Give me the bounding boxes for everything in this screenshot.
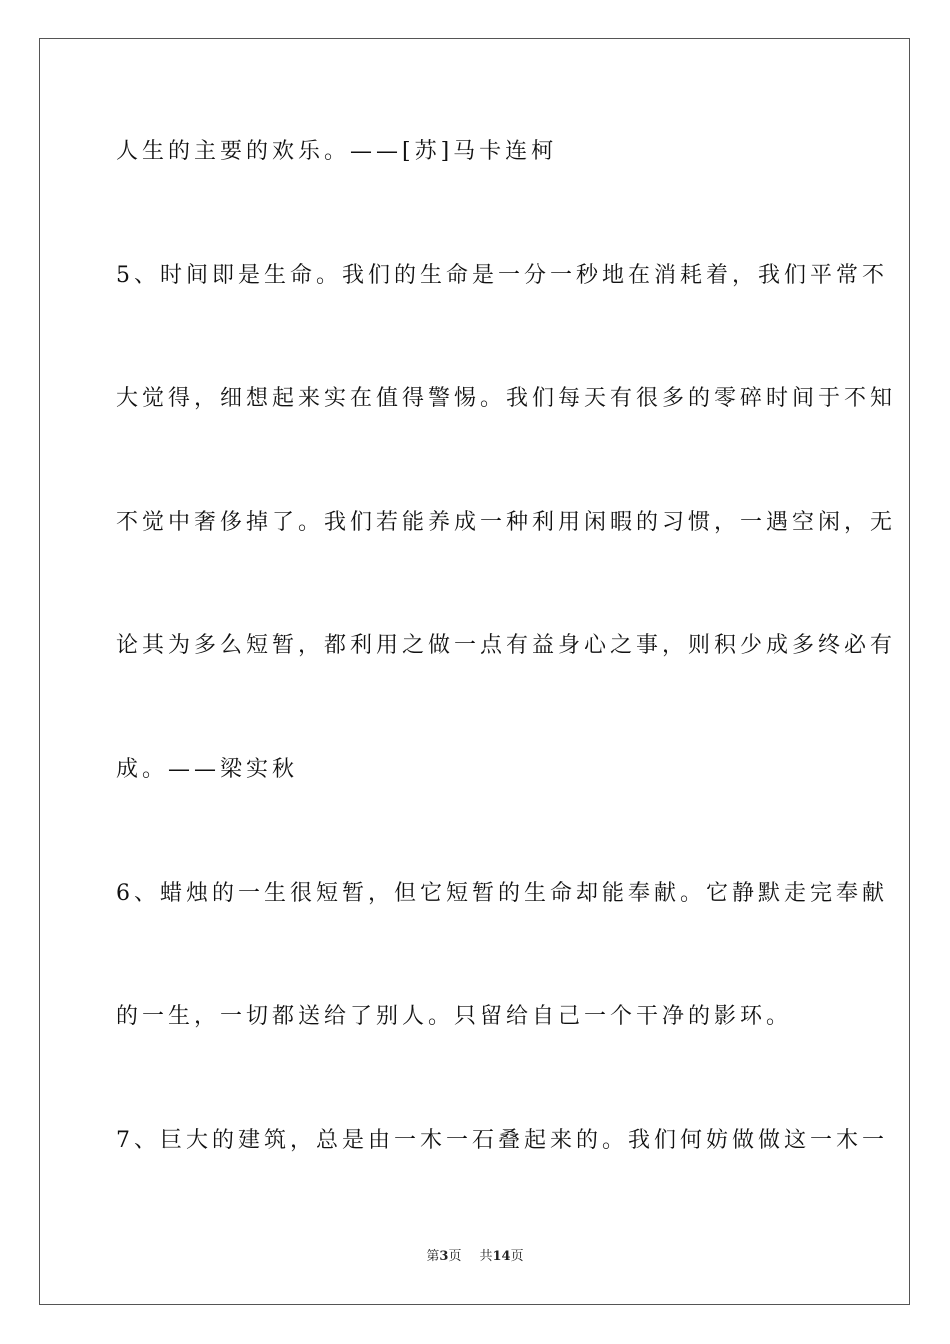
total-pages: 14	[492, 1249, 511, 1264]
text-line-6: 成。——梁实秋	[116, 757, 299, 782]
page-prefix: 第	[426, 1249, 440, 1264]
page-border	[39, 38, 910, 1305]
text-line-4: 不觉中奢侈掉了。我们若能养成一种利用闲暇的习惯，一遇空闲，无	[116, 510, 897, 535]
text-line-3: 大觉得，细想起来实在值得警惕。我们每天有很多的零碎时间于不知	[116, 386, 897, 411]
text-line-9: 7、巨大的建筑，总是由一木一石叠起来的。我们何妨做做这一木一	[116, 1128, 888, 1153]
total-suffix: 页	[510, 1249, 524, 1264]
page-footer	[0, 1248, 950, 1266]
page-suffix: 页	[448, 1249, 462, 1264]
text-line-5: 论其为多么短暂，都利用之做一点有益身心之事，则积少成多终必有	[116, 633, 897, 658]
text-line-1: 人生的主要的欢乐。——[苏]马卡连柯	[116, 139, 558, 164]
text-line-8: 的一生，一切都送给了别人。只留给自己一个干净的影环。	[116, 1004, 793, 1029]
text-line-7: 6、蜡烛的一生很短暂，但它短暂的生命却能奉献。它静默走完奉献	[116, 881, 888, 906]
page-number: 3	[439, 1249, 449, 1264]
text-line-2: 5、时间即是生命。我们的生命是一分一秒地在消耗着，我们平常不	[116, 263, 888, 288]
total-prefix: 共	[479, 1249, 493, 1264]
